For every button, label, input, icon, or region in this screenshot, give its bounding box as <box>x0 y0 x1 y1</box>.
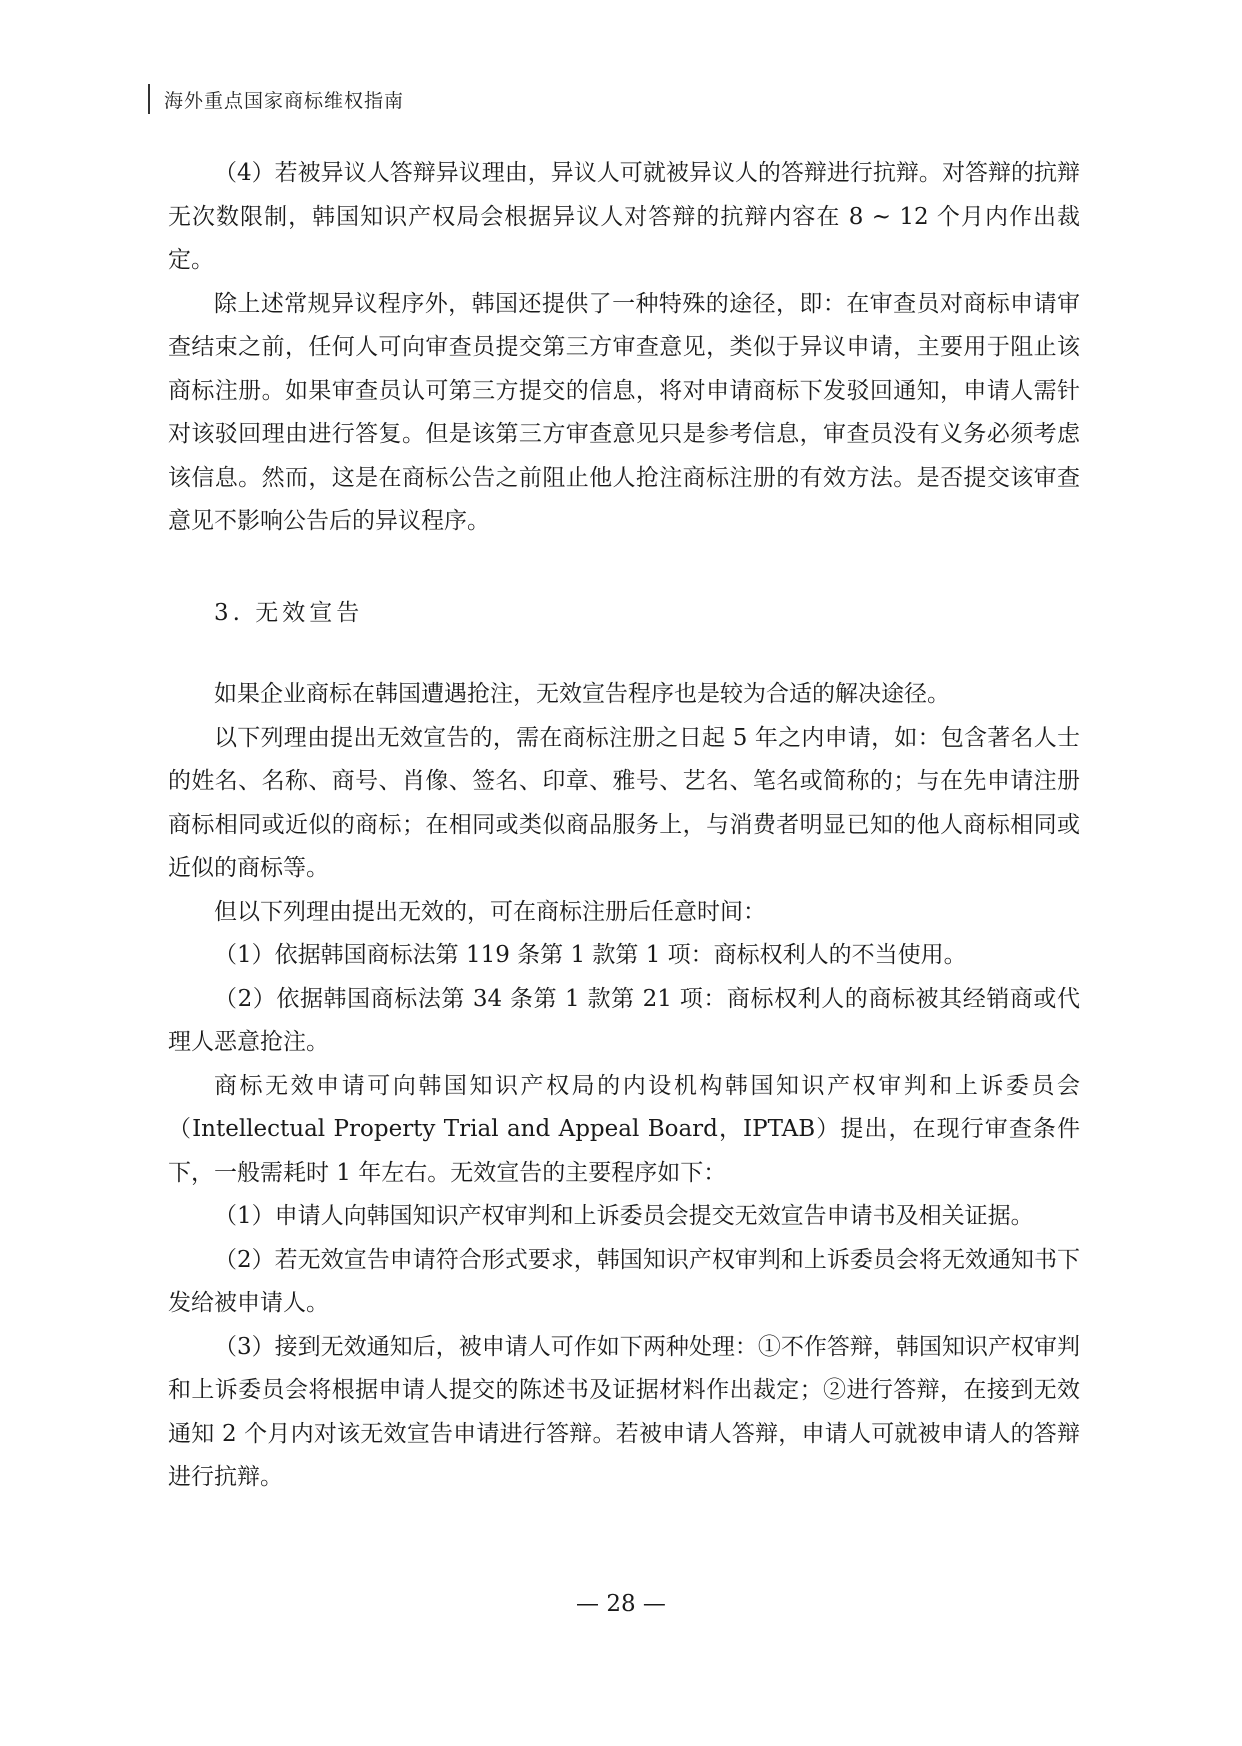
paragraph: （2）依据韩国商标法第 34 条第 1 款第 21 项：商标权利人的商标被其经销商或代理人恶意抢注。 <box>168 985 1080 1055</box>
paragraph: 除上述常规异议程序外，韩国还提供了一种特殊的途径，即：在审查员对商标申请审查结束之前，任何人可向审查员提交第三方审查意见，类似于异议申请，主要用于阻止该商标注册。如果审查员认可第三方提交的信息，将对申请商标下发驳回通知，申请人需针对该驳回理由进行答复。但是该第三方审查意见只是参考信息，审查员没有义务必须考虑该信息。然而，这是在商标公告之前阻止他人抢注商标注册的有效方法。是否提交该审查意见不影响公告后的异议程序。 <box>168 290 1080 534</box>
paragraph: （3）接到无效通知后，被申请人可作如下两种处理：①不作答辩，韩国知识产权审判和上诉委员会将根据申请人提交的陈述书及证据材料作出裁定；②进行答辩，在接到无效通知 2 个月内对该无效宣告申请进行答辩。若被申请人答辩，申请人可就被申请人的答辩进行抗辩。 <box>168 1333 1080 1490</box>
page-body <box>168 152 1080 1500</box>
paragraph: （2）若无效宣告申请符合形式要求，韩国知识产权审判和上诉委员会将无效通知书下发给被申请人。 <box>168 1246 1080 1316</box>
book-title: 海外重点国家商标维权指南 <box>164 89 405 112</box>
paragraph: 但以下列理由提出无效的，可在商标注册后任意时间： <box>214 898 766 925</box>
running-header <box>148 84 404 114</box>
paragraph: （1）依据韩国商标法第 119 条第 1 款第 1 项：商标权利人的不当使用。 <box>214 942 967 968</box>
page-number: — 28 — <box>576 1591 666 1617</box>
paragraph: （4）若被异议人答辩异议理由，异议人可就被异议人的答辩进行抗辩。对答辩的抗辩无次数限制，韩国知识产权局会根据异议人对答辩的抗辩内容在 8 ~ 12 个月内作出裁定。 <box>168 160 1080 273</box>
paragraph: 如果企业商标在韩国遭遇抢注，无效宣告程序也是较为合适的解决途径。 <box>214 681 950 707</box>
paragraph: （1）申请人向韩国知识产权审判和上诉委员会提交无效宣告申请书及相关证据。 <box>214 1203 1034 1229</box>
section-heading: 3. 无效宣告 <box>214 599 364 626</box>
paragraph: 商标无效申请可向韩国知识产权局的内设机构韩国知识产权审判和上诉委员会（Intellectual Property Trial and Appeal Board，IPTAB）提出，在现行审查条件下，一般需耗时 1 年左右。无效宣告的主要程序如下： <box>168 1072 1080 1186</box>
header-rule <box>148 84 150 114</box>
paragraph: 以下列理由提出无效宣告的，需在商标注册之日起 5 年之内申请，如：包含著名人士的姓名、名称、商号、肖像、签名、印章、雅号、艺名、笔名或简称的；与在先申请注册商标相同或近似的商标；在相同或类似商品服务上，与消费者明显已知的他人商标相同或近似的商标等。 <box>168 724 1080 881</box>
